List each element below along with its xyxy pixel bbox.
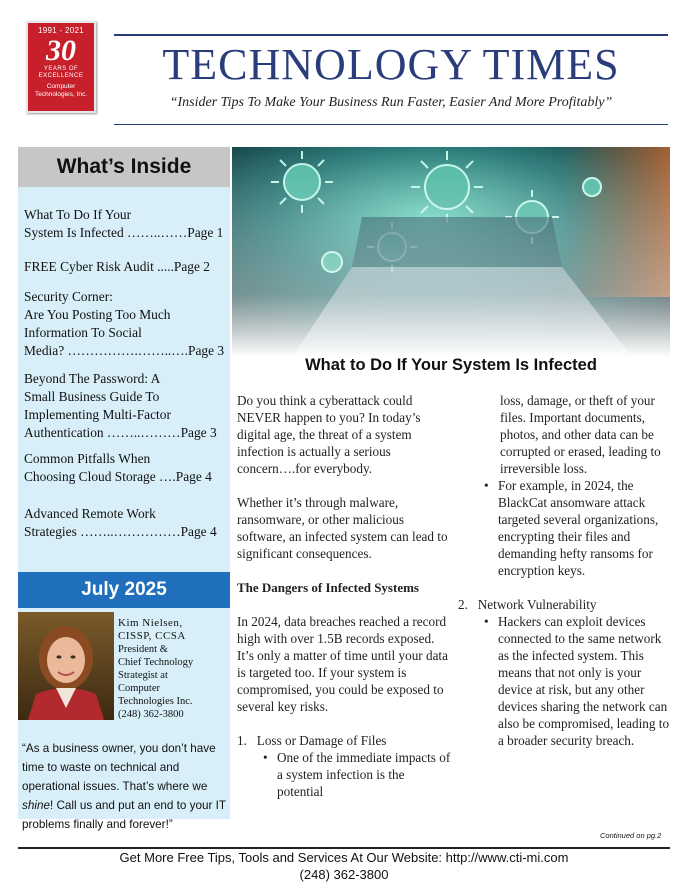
toc-item-6[interactable] [24, 505, 230, 541]
article-paragraph: Do you think a cyberattack could NEVER happen to you? In today’s digital age, the threat of a system infection is actually a serious concern….for everybody. [237, 393, 421, 476]
author-role: Chief Technology [118, 657, 194, 668]
footer-phone: (248) 362-3800 [299, 867, 389, 882]
masthead-rule-bottom [114, 124, 668, 125]
toc-line: Advanced Remote Work [24, 506, 156, 521]
list-item [458, 596, 673, 613]
toc-line: Small Business Guide To [24, 389, 160, 404]
owner-quote [22, 739, 228, 834]
masthead-rule-top [114, 34, 668, 36]
logo-excellence-1: YEARS OF [43, 66, 79, 72]
bullet-item: • For example, in 2024, the BlackCat ansomware attack targeted several organizations, encrypting their files and demanding hefty ransoms for encryption keys. [478, 477, 673, 579]
article-column-1 [237, 392, 452, 800]
article-column-2 [458, 392, 673, 749]
toc-line: What To Do If Your [24, 207, 132, 222]
list-number: 1. [237, 733, 247, 748]
continued-note: Continued on pg.2 [600, 831, 662, 840]
whats-inside-heading: What’s Inside [18, 147, 230, 187]
toc-line: Common Pitfalls When [24, 451, 151, 466]
virus-laptop-image [232, 147, 670, 357]
quote-text: “As a business owner, you don’t have time to waste on technical and operational issues. That’s where we [22, 742, 216, 793]
list-label: Network Vulnerability [477, 597, 597, 612]
article-subheading: The Dangers of Infected Systems [237, 580, 419, 595]
author-org: Technologies Inc. [118, 696, 193, 707]
toc-item-4[interactable] [24, 370, 230, 442]
quote-emphasis: shine [22, 799, 50, 812]
logo-number: 30 [46, 34, 76, 67]
list-item [237, 732, 452, 749]
toc-line: FREE Cyber Risk Audit .....Page 2 [24, 259, 210, 274]
bullet-item: • Hackers can exploit devices connected to the same network as the infected system. This means that not only is your device at risk, but any other devices sharing the network can also be compromised, leading to a broader security breach. [478, 613, 673, 749]
logo-excellence-2: EXCELLENCE [38, 73, 84, 79]
footer-website-line[interactable]: Get More Free Tips, Tools and Services At Our Website: http://www.cti-mi.com [119, 850, 569, 865]
toc-line: Are You Posting Too Much [24, 307, 171, 322]
toc-line: Strategies ……..……………Page 4 [24, 524, 217, 539]
quote-text: ! Call us and put an end to your IT problems finally and forever!” [22, 799, 226, 831]
list-number: 2. [458, 597, 468, 612]
author-credentials: CISSP, CCSA [118, 630, 186, 642]
newsletter-title: TECHNOLOGY TIMES [162, 40, 620, 89]
author-org: Computer [118, 683, 160, 694]
author-name: Kim Nielsen, [118, 617, 183, 629]
article-paragraph: In 2024, data breaches reached a record high with over 1.5B records exposed. It’s only a matter of time until your data is targeted too. If your system is compromised, you could be exposed to several key risks. [237, 614, 448, 714]
toc-line: System Is Infected ……..……Page 1 [24, 225, 224, 240]
bullet-continuation: loss, damage, or theft of your files. Important documents, photos, and other data can be corrupted or erased, leading to irreversible loss. [500, 393, 661, 476]
toc-item-5[interactable] [24, 450, 230, 486]
logo-company-1: Computer [46, 83, 76, 90]
company-logo [26, 21, 96, 113]
author-bio [118, 617, 230, 721]
logo-company-2: Technologies, Inc. [34, 91, 88, 98]
bullet-item: • One of the immediate impacts of a system infection is the potential [257, 749, 452, 800]
author-role: Strategist at [118, 670, 168, 681]
footer [18, 849, 670, 883]
author-role: President & [118, 644, 168, 655]
toc-item-3[interactable] [24, 288, 230, 360]
toc-line: Choosing Cloud Storage ….Page 4 [24, 469, 212, 484]
author-phone: (248) 362-3800 [118, 709, 184, 720]
toc-item-1[interactable] [24, 206, 230, 242]
logo-years: 1991 - 2021 [37, 26, 84, 35]
author-portrait [18, 612, 114, 720]
toc-line: Security Corner: [24, 289, 113, 304]
toc-line: Implementing Multi-Factor [24, 407, 171, 422]
list-label: Loss or Damage of Files [256, 733, 387, 748]
newsletter-tagline: “Insider Tips To Make Your Business Run Faster, Easier And More Profitably” [169, 95, 613, 110]
toc-line: Authentication ……..………Page 3 [24, 425, 217, 440]
article-headline: What to Do If Your System Is Infected [305, 356, 597, 374]
toc-line: Media? …………….……..….Page 3 [24, 343, 225, 358]
article-paragraph: Whether it’s through malware, ransomware, or other malicious software, an infected system can lead to significant consequences. [237, 495, 448, 561]
toc-line: Information To Social [24, 325, 142, 340]
issue-date-banner: July 2025 [18, 572, 230, 608]
toc-item-2[interactable] [24, 258, 230, 276]
toc-line: Beyond The Password: A [24, 371, 161, 386]
